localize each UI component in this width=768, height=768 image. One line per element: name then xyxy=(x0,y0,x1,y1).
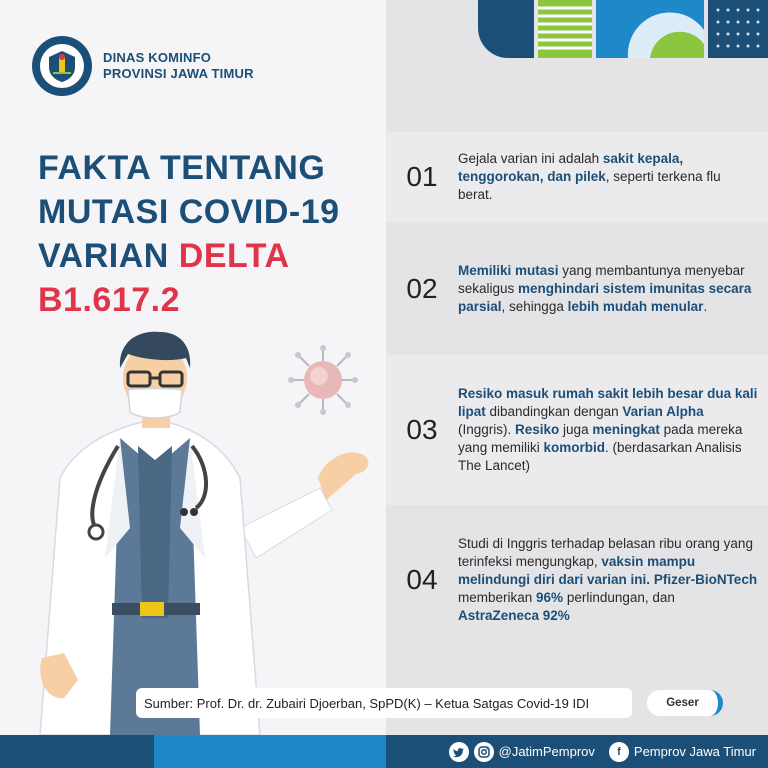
fact-segment: dibandingkan dengan xyxy=(485,404,623,419)
fact-text xyxy=(458,535,758,625)
fact-segment: yang membantunya menyebar sekaligus xyxy=(458,262,745,296)
facebook-page-name[interactable]: Pemprov Jawa Timur xyxy=(633,744,756,759)
fact-number: 03 xyxy=(406,414,438,445)
fact-segment: , sehingga xyxy=(501,298,568,314)
fact-highlight: menghindari sistem imunitas secara parsial xyxy=(458,280,752,314)
fact-segment: Gejala varian ini adalah xyxy=(458,151,603,166)
fact-highlight: meningkat xyxy=(592,422,660,437)
fact-segment: juga xyxy=(559,422,593,437)
facebook-icon[interactable]: f xyxy=(609,742,629,762)
fact-highlight: lebih mudah menular xyxy=(567,298,704,314)
fact-segment: Studi di Inggris terhadap belasan ribu orang yang terinfeksi mengungkap, xyxy=(458,536,753,569)
fact-highlight: Memiliki mutasi xyxy=(458,262,559,278)
fact-highlight: Varian Alpha xyxy=(622,404,704,419)
fact-item-04 xyxy=(386,505,768,655)
doctor-illustration xyxy=(20,328,380,735)
footer-accent-strip xyxy=(154,735,386,768)
fact-segment: pada mereka yang memiliki xyxy=(458,422,743,455)
source-citation: Sumber: Prof. Dr. dr. Zubairi Djoerban, SpPD(K) – Ketua Satgas Covid-19 IDI xyxy=(136,688,632,718)
org-name-line2: PROVINSI JAWA TIMUR xyxy=(103,66,254,81)
title-line3-red: DELTA xyxy=(178,237,290,275)
page-title xyxy=(38,146,340,322)
fact-highlight: 96% xyxy=(536,590,564,605)
fact-highlight: vaksin mampu melindungi diri dari varian ini. xyxy=(458,554,696,587)
fact-text xyxy=(458,385,758,475)
fact-text xyxy=(458,150,758,204)
fact-text xyxy=(458,262,758,316)
title-line2: MUTASI COVID-19 xyxy=(38,193,340,231)
fact-segment: perlindungan, dan xyxy=(563,590,675,605)
fact-number: 01 xyxy=(406,161,438,192)
fact-item-03 xyxy=(386,355,768,505)
social-handle[interactable]: @JatimPemprov xyxy=(498,744,595,759)
fact-segment: memberikan xyxy=(458,590,537,605)
fact-highlight: Pfizer-BioNTech xyxy=(653,572,758,587)
fact-item-02 xyxy=(386,222,768,355)
footer-social xyxy=(449,735,756,768)
title-line4: B1.617.2 xyxy=(38,281,180,319)
fact-highlight: komorbid xyxy=(543,440,606,455)
fact-number: 02 xyxy=(406,272,438,304)
swipe-button[interactable]: Geser xyxy=(647,690,723,716)
fact-highlight: AstraZeneca 92% xyxy=(458,608,570,623)
fact-item-01 xyxy=(386,132,768,222)
twitter-icon[interactable] xyxy=(449,742,469,762)
province-logo-icon xyxy=(32,36,92,96)
fact-highlight: Resiko xyxy=(515,422,560,437)
fact-segment: , seperti terkena flu berat. xyxy=(458,169,721,202)
title-line3 xyxy=(38,234,340,278)
fact-highlight: sakit kepala, tenggorokan, dan pilek xyxy=(458,151,684,184)
header-decoration xyxy=(478,0,768,58)
org-name xyxy=(103,50,254,82)
org-name-line1: DINAS KOMINFO xyxy=(103,50,212,65)
title-line3-plain: VARIAN xyxy=(38,237,179,275)
fact-segment: . xyxy=(703,298,708,314)
title-line1: FAKTA TENTANG xyxy=(38,149,326,187)
fact-highlight: Resiko masuk rumah sakit lebih besar dua kali lipat xyxy=(458,386,758,419)
fact-segment: (Inggris). xyxy=(458,422,516,437)
fact-segment: . (berdasarkan Analisis The Lancet) xyxy=(458,440,742,473)
instagram-icon[interactable] xyxy=(474,742,494,762)
fact-number: 04 xyxy=(406,564,438,595)
